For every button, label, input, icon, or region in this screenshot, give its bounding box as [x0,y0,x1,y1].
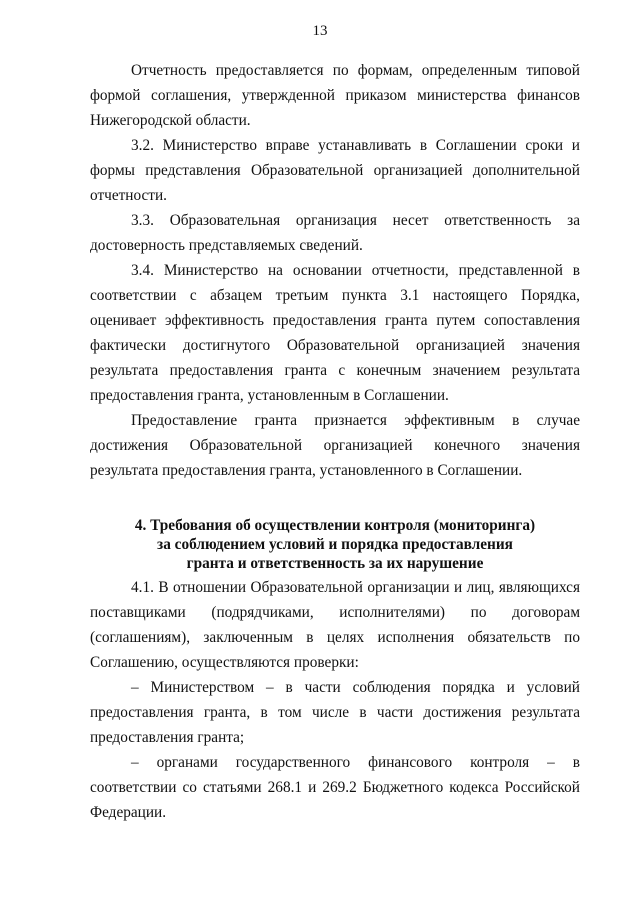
document-body [90,58,580,825]
paragraph-3-2: 3.2. Министерство вправе устанавливать в Соглашении сроки и формы представления Образовательной организацией дополнительной отчетности. [90,137,580,204]
paragraph-reporting-forms: Отчетность предоставляется по формам, определенным типовой формой соглашения, утвержденной приказом министерства финансов Нижегородской области. [90,62,580,129]
paragraph-4-1: 4.1. В отношении Образовательной организации и лиц, являющихся поставщиками (подрядчиками, исполнителями) по договорам (соглашениям), заключенным в целях исполнения обязательств по Соглашению, осуществляются проверки: [90,579,580,671]
section-heading-line-3: гранта и ответственность за их нарушение [186,555,484,572]
paragraph-3-4: 3.4. Министерство на основании отчетности, представленной в соответствии с абзацем третьим пункта 3.1 настоящего Порядка, оценивает эффективность предоставления гранта путем сопоставления фактически достигнутого Образовательной организацией значения результата предоставления гранта с конечным значением результата предоставления гранта, установленным в Соглашении. [90,262,580,404]
page-number: 13 [312,23,328,39]
section-heading-line-1: 4. Требования об осуществлении контроля (мониторинга) [134,517,536,534]
paragraph-grant-effectiveness: Предоставление гранта признается эффективным в случае достижения Образовательной организацией конечного значения результата предоставления гранта, установленного в Соглашении. [90,412,580,479]
section-heading-line-2: за соблюдением условий и порядка предоставления [157,536,513,553]
list-item-financial-control-checks: – органами государственного финансового контроля – в соответствии со статьями 268.1 и 269.2 Бюджетного кодекса Российской Федерации. [90,754,580,821]
paragraph-3-3: 3.3. Образовательная организация несет ответственность за достоверность представляемых сведений. [90,212,580,254]
section-heading [90,516,580,573]
list-item-ministry-checks: – Министерством – в части соблюдения порядка и условий предоставления гранта, в том числе в части достижения результата предоставления гранта; [90,679,580,746]
